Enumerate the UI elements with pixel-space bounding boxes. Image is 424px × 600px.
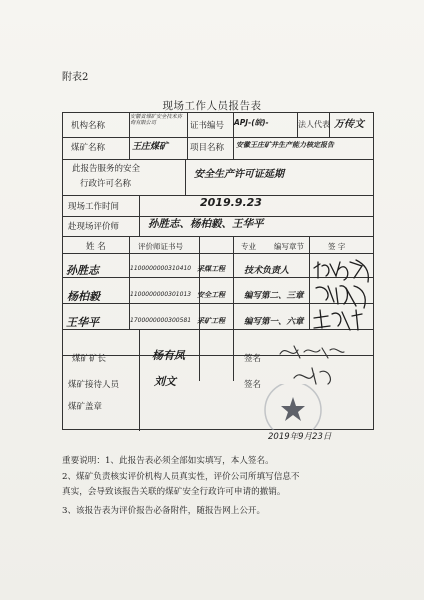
col-header-chapter: 编写章节 bbox=[274, 242, 304, 251]
appendix-label: 附表2 bbox=[62, 72, 89, 83]
evaluators-value: 孙胜志、杨柏毅、王华平 bbox=[148, 218, 264, 230]
note-1: 重要说明：1、此报告表必须全部如实填写，本人签名。 bbox=[62, 456, 274, 466]
cert-no-label: 证书编号 bbox=[190, 121, 225, 131]
host-staff-sign-label: 签名 bbox=[244, 380, 262, 390]
note-3: 3、该报告表为评价报告必备附件，随报告网上公开。 bbox=[62, 506, 266, 516]
mine-head-label: 煤矿矿长 bbox=[72, 354, 107, 364]
license-label-line1: 此报告服务的安全 bbox=[72, 164, 141, 174]
mine-name-value: 王庄煤矿 bbox=[132, 142, 169, 152]
form-title: 现场工作人员报告表 bbox=[162, 100, 262, 112]
mine-head-sign-label: 签名 bbox=[244, 354, 262, 364]
org-value: 安徽省煤矿安全技术咨询有限公司 bbox=[130, 114, 182, 126]
project-name-value: 安徽王庄矿井生产能力核定报告 bbox=[236, 141, 334, 149]
mine-name-label: 煤矿名称 bbox=[71, 143, 106, 153]
evaluator-signatures bbox=[310, 258, 378, 340]
note-2-line2: 真实，会导致该报告关联的煤矿安全行政许可申请的撤销。 bbox=[62, 487, 286, 497]
table-row-1-name: 孙胜志 bbox=[66, 264, 99, 277]
col-header-signature: 签 字 bbox=[328, 242, 346, 251]
table-row-2-chapter: 编写第二、三章 bbox=[244, 291, 304, 301]
cert-no-value: APJ-(皖)- bbox=[234, 118, 269, 127]
seal-date: 2019年9月23日 bbox=[268, 432, 332, 442]
col-header-major: 专业 bbox=[241, 242, 256, 251]
table-row-2-major: 安全工程 bbox=[197, 291, 225, 299]
onsite-time-value: 2019.9.23 bbox=[200, 196, 262, 209]
col-header-name: 姓 名 bbox=[86, 242, 106, 252]
host-staff-value: 刘文 bbox=[154, 375, 176, 388]
license-label-line2: 行政许可名称 bbox=[80, 179, 132, 189]
table-row-3-major: 采矿工程 bbox=[197, 317, 225, 325]
table-row-2-cert: 1100000000301013 bbox=[130, 291, 192, 298]
table-row-1-cert: 1100000000310410 bbox=[130, 265, 192, 272]
table-row-3-name: 王华平 bbox=[66, 316, 99, 329]
table-row-3-chapter: 编写第一、六章 bbox=[244, 317, 304, 327]
org-label: 机构名称 bbox=[71, 121, 106, 131]
project-name-label: 项目名称 bbox=[190, 143, 225, 153]
mine-head-value: 杨有凤 bbox=[152, 349, 185, 362]
evaluators-label: 赴现场评价师 bbox=[68, 222, 120, 232]
table-row-1-chapter: 技术负责人 bbox=[244, 266, 290, 276]
host-staff-label: 煤矿接待人员 bbox=[68, 380, 120, 390]
legal-rep-label: 法人代表 bbox=[298, 120, 330, 129]
mine-official-seal bbox=[258, 384, 328, 430]
mine-head-signature bbox=[276, 340, 346, 362]
mine-seal-label: 煤矿盖章 bbox=[68, 402, 103, 412]
note-2-line1: 2、煤矿负责核实评价机构人员真实性，评价公司所填写信息不 bbox=[62, 472, 300, 482]
table-row-3-cert: 1700000000300581 bbox=[130, 317, 192, 324]
legal-rep-value: 万传文 bbox=[334, 119, 364, 130]
onsite-time-label: 现场工作时间 bbox=[68, 202, 120, 212]
col-header-cert: 评价师证书号 bbox=[138, 242, 183, 251]
table-row-2-name: 杨柏毅 bbox=[67, 290, 100, 303]
table-row-1-major: 采煤工程 bbox=[197, 265, 225, 273]
license-value: 安全生产许可证延期 bbox=[194, 169, 284, 180]
